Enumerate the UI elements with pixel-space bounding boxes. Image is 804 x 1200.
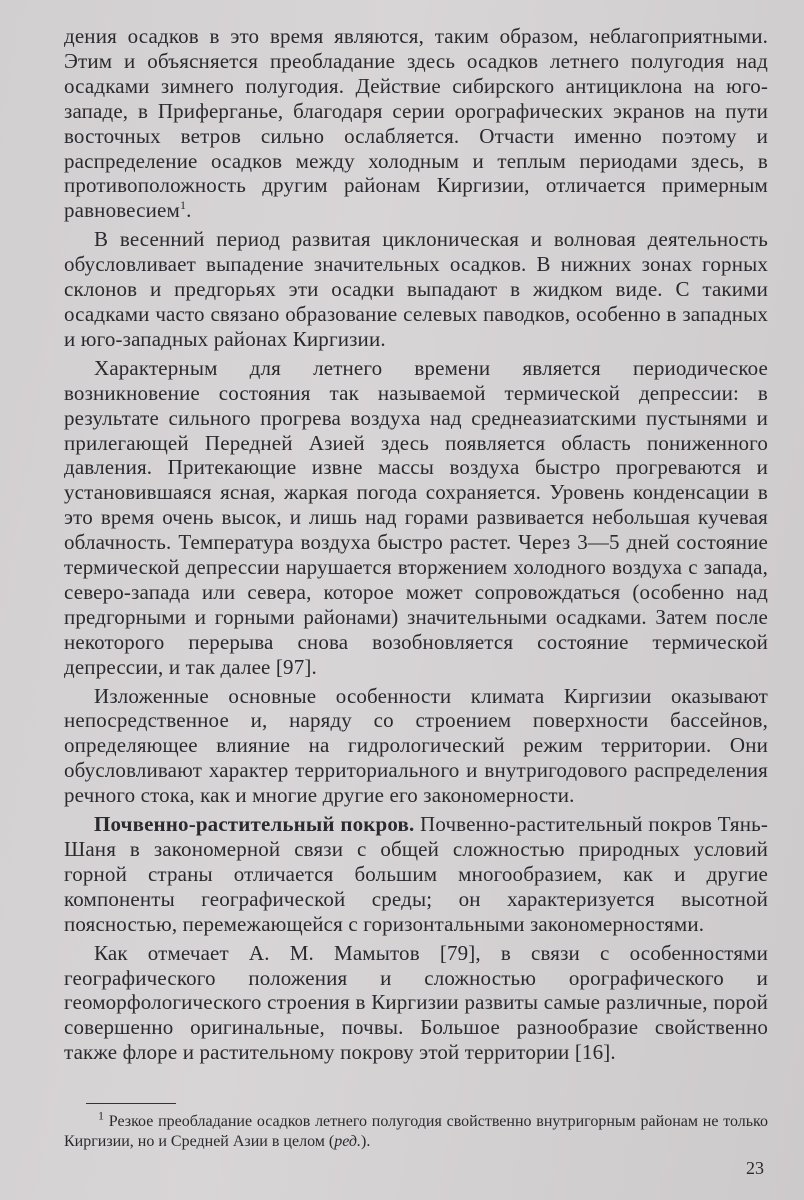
body-text <box>64 24 768 1065</box>
footnote-text: Резкое преобладание осадков летнего полугодия свойственно внутригорным районам не только Киргизии, но и Средней Азии в целом <box>64 1113 769 1151</box>
footnote-marker: 1 <box>98 1108 104 1123</box>
footnote-divider <box>86 1103 176 1104</box>
footnote: $^1$ Резкое преобладание осадков летнего полугодия свойственно внутригорным районам не только Киргизии, но и Средней Азии в целом (ред.). <box>64 1108 769 1151</box>
paragraph-4 <box>64 684 768 809</box>
page-number: 23 <box>746 1158 764 1178</box>
footnote-reference: 1 <box>179 198 187 213</box>
paragraph-6-text: Как отмечает А. М. Мамытов [79], в связи с особенностями географического положения и сложностью орографического и геоморфологического строения в Киргизии развиты самые различные, порой совершенно оригинальные, почвы. Большое разнообразие свойственно также флоре и растительному покрову этой территории [16]. <box>64 940 768 1065</box>
paragraph-3-text: Характерным для летнего времени является периодическое возникновение состояния так называемой термической депрессии: в результате сильного прогрева воздуха над среднеазиатскими пустынями и прилегающей Передней Азией здесь появляется область пониженного давления. Притекающие извне массы воздуха быстро прогреваются и установившаяся ясная, жаркая погода сохраняется. Уровень конденсации в это время очень высок, и лишь над горами развивается небольшая кучевая облачность. Температура воздуха быстро растет. Через 3—5 дней состояние термической депрессии нарушается вторжением холодного воздуха с запада, северо-запада или севера, которое может сопровождаться (особенно над предгорными и горными районами) значительными осадками. Затем после некоторого перерыва снова возобновляется состояние термической депрессии, и так далее [97]. <box>64 355 768 679</box>
paragraph-1: дения осадков в это время являются, таким образом, неблагоприятными. Этим и объясняется преобладание здесь осадков летнего полугодия над осадками зимнего полугодия. Действие сибирского антициклона на юго-западе, в Приферганье, благодаря серии орографических экранов на пути восточных ветров сильно ослабляется. Отчасти именно поэтому и распределение осадков между холодным и теплым периодами здесь, в противоположность другим районам Киргизии, отличается примерным равновесием$^1$. <box>64 24 768 223</box>
paragraph-2-text: В весенний период развитая циклоническая и волновая деятельность обусловливает выпадение значительных осадков. В нижних зонах горных склонов и предгорьях эти осадки выпадают в жидком виде. С такими осадками часто связано образование селевых паводков, особенно в западных и юго-западных районах Киргизии. <box>64 227 768 351</box>
paragraph-4-text: Изложенные основные особенности климата Киргизии оказывают непосредственное и, наряду со строением поверхности бассейнов, определяющее влияние на гидрологический режим территории. Они обусловливают характер территориального и внутригодового распределения речного стока, как и многие другие его закономерности. <box>64 683 768 808</box>
paragraph-2 <box>64 227 768 352</box>
paragraph-1-text: дения осадков в это время являются, таким образом, неблагоприятными. Этим и объясняется преобладание здесь осадков летнего полугодия над осадками зимнего полугодия. Действие сибирского антициклона на юго-западе, в Приферганье, благодаря серии орографических экранов на пути восточных ветров сильно ослабляется. Отчасти именно поэтому и распределение осадков между холодным и теплым периодами здесь, в противоположность другим районам Киргизии, отличается примерным равновесием <box>64 24 768 223</box>
paragraph-5 <box>64 812 768 937</box>
paragraph-5-text: Почвенно-растительный покров Тянь-Шаня в закономерной связи с общей сложностью природных условий горной страны отличается большим многообразием, как и другие компоненты географической среды; он характеризуется высотной поясностью, перемежающейся с горизонтальными закономерностями. <box>64 812 768 936</box>
section-heading: Почвенно-растительный покров. <box>94 812 415 837</box>
footnote-editor-note: ред. <box>334 1133 362 1151</box>
paragraph-3 <box>64 356 768 680</box>
paragraph-6 <box>64 941 768 1066</box>
